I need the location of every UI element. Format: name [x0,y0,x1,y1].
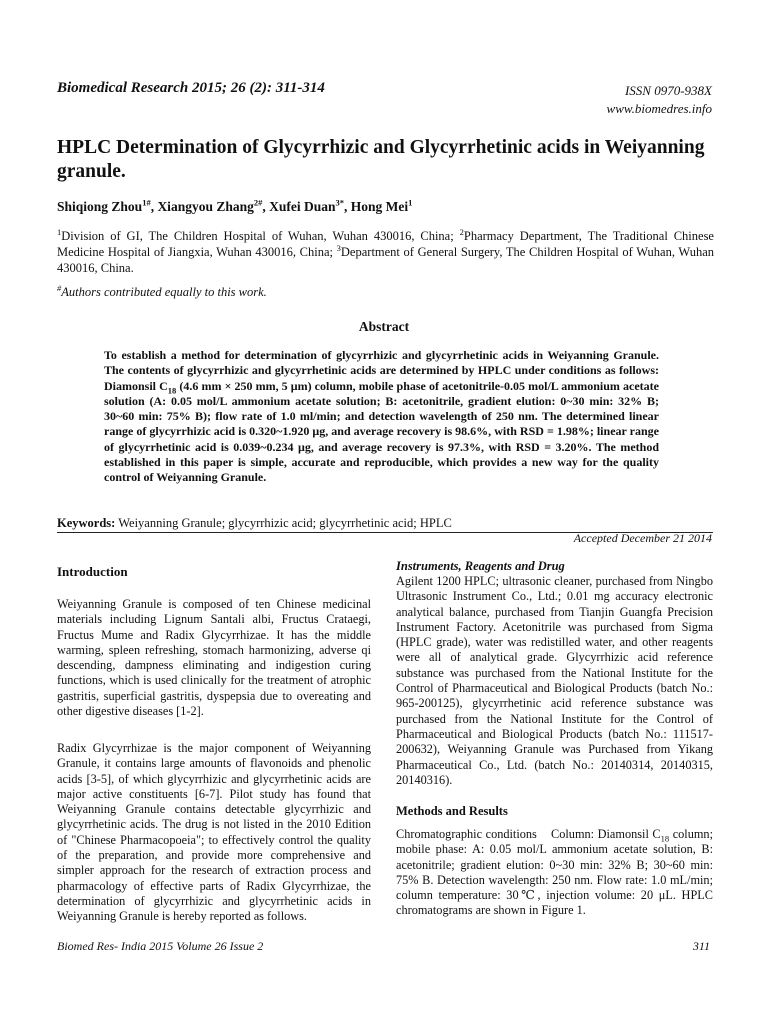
author-name: Xufei Duan [269,199,336,214]
author-name: Xiangyou Zhang [157,199,254,214]
affiliation-3: Department of General Surgery, The Children Hospital of Wuhan, Wuhan 430016, China. [57,245,714,275]
affiliations [57,228,714,276]
affiliation-2: Pharmacy Department, The Traditional Chinese Medicine Hospital of Jiangxia, Wuhan 430016, China; [57,229,714,259]
methods-heading-text: Methods and Results [396,804,508,818]
journal-header: Biomedical Research 2015; 26 (2): 311-314 [57,80,325,96]
author-list: Shiqiong Zhou$^{1\#}$, Xiangyou Zhang$^{2\#}$, Xufei Duan$^{3*}$, Hong Mei$^1$ [57,197,413,214]
methods-sub: 18 [660,833,670,844]
author-name: Shiqiong Zhou [57,199,143,214]
issn-block [607,82,712,118]
affil-sup: 2 [459,226,464,237]
issn: ISSN 0970-938X [624,83,712,98]
instruments-heading-text: Instruments, Reagents and Drug [396,559,565,573]
abstract-heading: Abstract [358,319,410,334]
author-sup: 1# [142,197,151,208]
instruments-heading [396,559,713,574]
paper-title: HPLC Determination of Glycyrrhizic and Glycyrrhetinic acids in Weiyanning granule. [57,137,705,182]
affiliation-1: Division of GI, The Children Hospital of Wuhan, Wuhan 430016, China; [61,229,460,243]
methods-text-2: column; mobile phase: A: 0.05 mol/L ammonium acetate solution, B: acetonitrile; gradient elution: 0~30 min: 32% B; 30~60 min: 75% B. Detection wavelength: 250 nm. Flow rate: 1.0 mL/min; column temperature: 30℃, injection volume: 20 μL. HPLC chromatograms are shown in Figure 1. [396,827,713,918]
accepted-date: Accepted December 21 2014 [573,531,712,545]
affil-sup: 3 [336,242,341,253]
abstract-text-1: To establish a method for determination of glycyrrhizic and glycyrrhetinic acids in Weiyanning Granule. The contents of glycyrrhizic and glycyrrhetinic acids are determined by HPLC under conditions as follows: Diamonsil C [104,348,659,393]
methods-text-1: Chromatographic conditions Column: Diamonsil C [396,827,661,841]
affil-sup: 1 [57,226,62,237]
note-text: Authors contributed equally to this work. [61,285,267,299]
author-sup: 1 [408,197,413,208]
intro-heading-text: Introduction [57,564,128,579]
keywords-label: Keywords: [57,516,116,530]
keywords [57,516,452,531]
intro-paragraph-1: Weiyanning Granule is composed of ten Chinese medicinal materials including Lignum Santali albi, Fructus Crataegi, Fructus Mume and Radix Glycyrrhizae. It has the middle warming, spleen refreshing, stomach harmonizing, adverse qi descending, dampness eliminating and indigestion curing functions, which is used clinically for the treatment of atrophic gastritis, superficial gastritis, dyspepsia due to overeating and other digestive diseases [1-2]. [57,597,371,719]
footer-citation: Biomed Res- India 2015 Volume 26 Issue 2 [57,939,264,953]
author-sup: 2# [253,197,263,208]
website-link[interactable]: www.biomedres.info [606,101,712,116]
instruments-paragraph: Agilent 1200 HPLC; ultrasonic cleaner, purchased from Ningbo Ultrasonic Instrument Co., Ltd.; 0.01 mg accuracy electronic analytical balance, purchased from Tianjin Guangfa Precision Instrument Factory. Acetonitrile was purchased from Sigma (HPLC grade), water was redistilled water, and other reagents were all of analytical grade. Glycyrrhizic acid reference substance was purchased from the National Institute for the Control of Pharmaceutical and Biological Products (batch No.: 965-200125), glycyrrhetinic acid reference substance was purchased from the National Institute for the Control of Pharmaceutical and Biological Products (batch No.: 111517-200632), Weiyanning Granule was Purchased from Yikang Pharmaceutical Co., Ltd. (batch No.: 20140314, 20140315, 20140316). [396,574,713,787]
methods-heading [396,804,713,819]
note-sup: # [57,282,62,293]
abstract-body [104,348,659,486]
intro-paragraph-2: Radix Glycyrrhizae is the major component of Weiyanning Granule, it contains large amounts of flavonoids and phenolic acids [3-5], of which glycyrrhizic and glycyrrhetinic acids are major active constituents [6-7]. Pilot study has found that Weiyanning Granule contains detectable glycyrrhizic and glycyrrhetinic acids. The drug is not listed in the 2010 Edition of "Chinese Pharmacopoeia"; to effectively control the quality of the preparation, and provide more comprehensive and simpler approach for the research of extraction process and pharmacology of effective parts of Radix Glycyrrhizae, the determination of glycyrrhizic and glycyrrhetinic acids in Weiyanning Granule is hereby reported as follows. [57,741,371,924]
equal-contribution-note [57,282,267,300]
intro-heading [57,564,371,580]
page-number: 311 [692,939,710,953]
abstract-text-2: (4.6 mm × 250 mm, 5 μm) column, mobile phase of acetonitrile-0.05 mol/L ammonium acetate solution (A: 0.05 mol/L ammonium acetate solution; B: acetonitrile, gradient elution: 0~30 min: 32% B; 30~60 min: 75% B); flow rate of 1.0 ml/min; and detection wavelength of 250 nm. The determined linear range of glycyrrhizic acid is 0.320~1.920 μg, and average recovery is 98.6%, with RSD = 1.98%; linear range of glycyrrhetinic acid is 0.039~0.234 μg, and average recovery is 97.3%, with RSD = 3.20%. The method established in this paper is simple, accurate and reproducible, which provides a new way for the quality control of Weiyanning Granule. [104,378,659,485]
methods-paragraph [396,827,713,919]
author-sup: 3* [335,197,344,208]
abstract-sub: 18 [167,384,177,395]
author-name: Hong Mei [350,199,409,214]
keywords-text: Weiyanning Granule; glycyrrhizic acid; glycyrrhetinic acid; HPLC [115,516,452,530]
